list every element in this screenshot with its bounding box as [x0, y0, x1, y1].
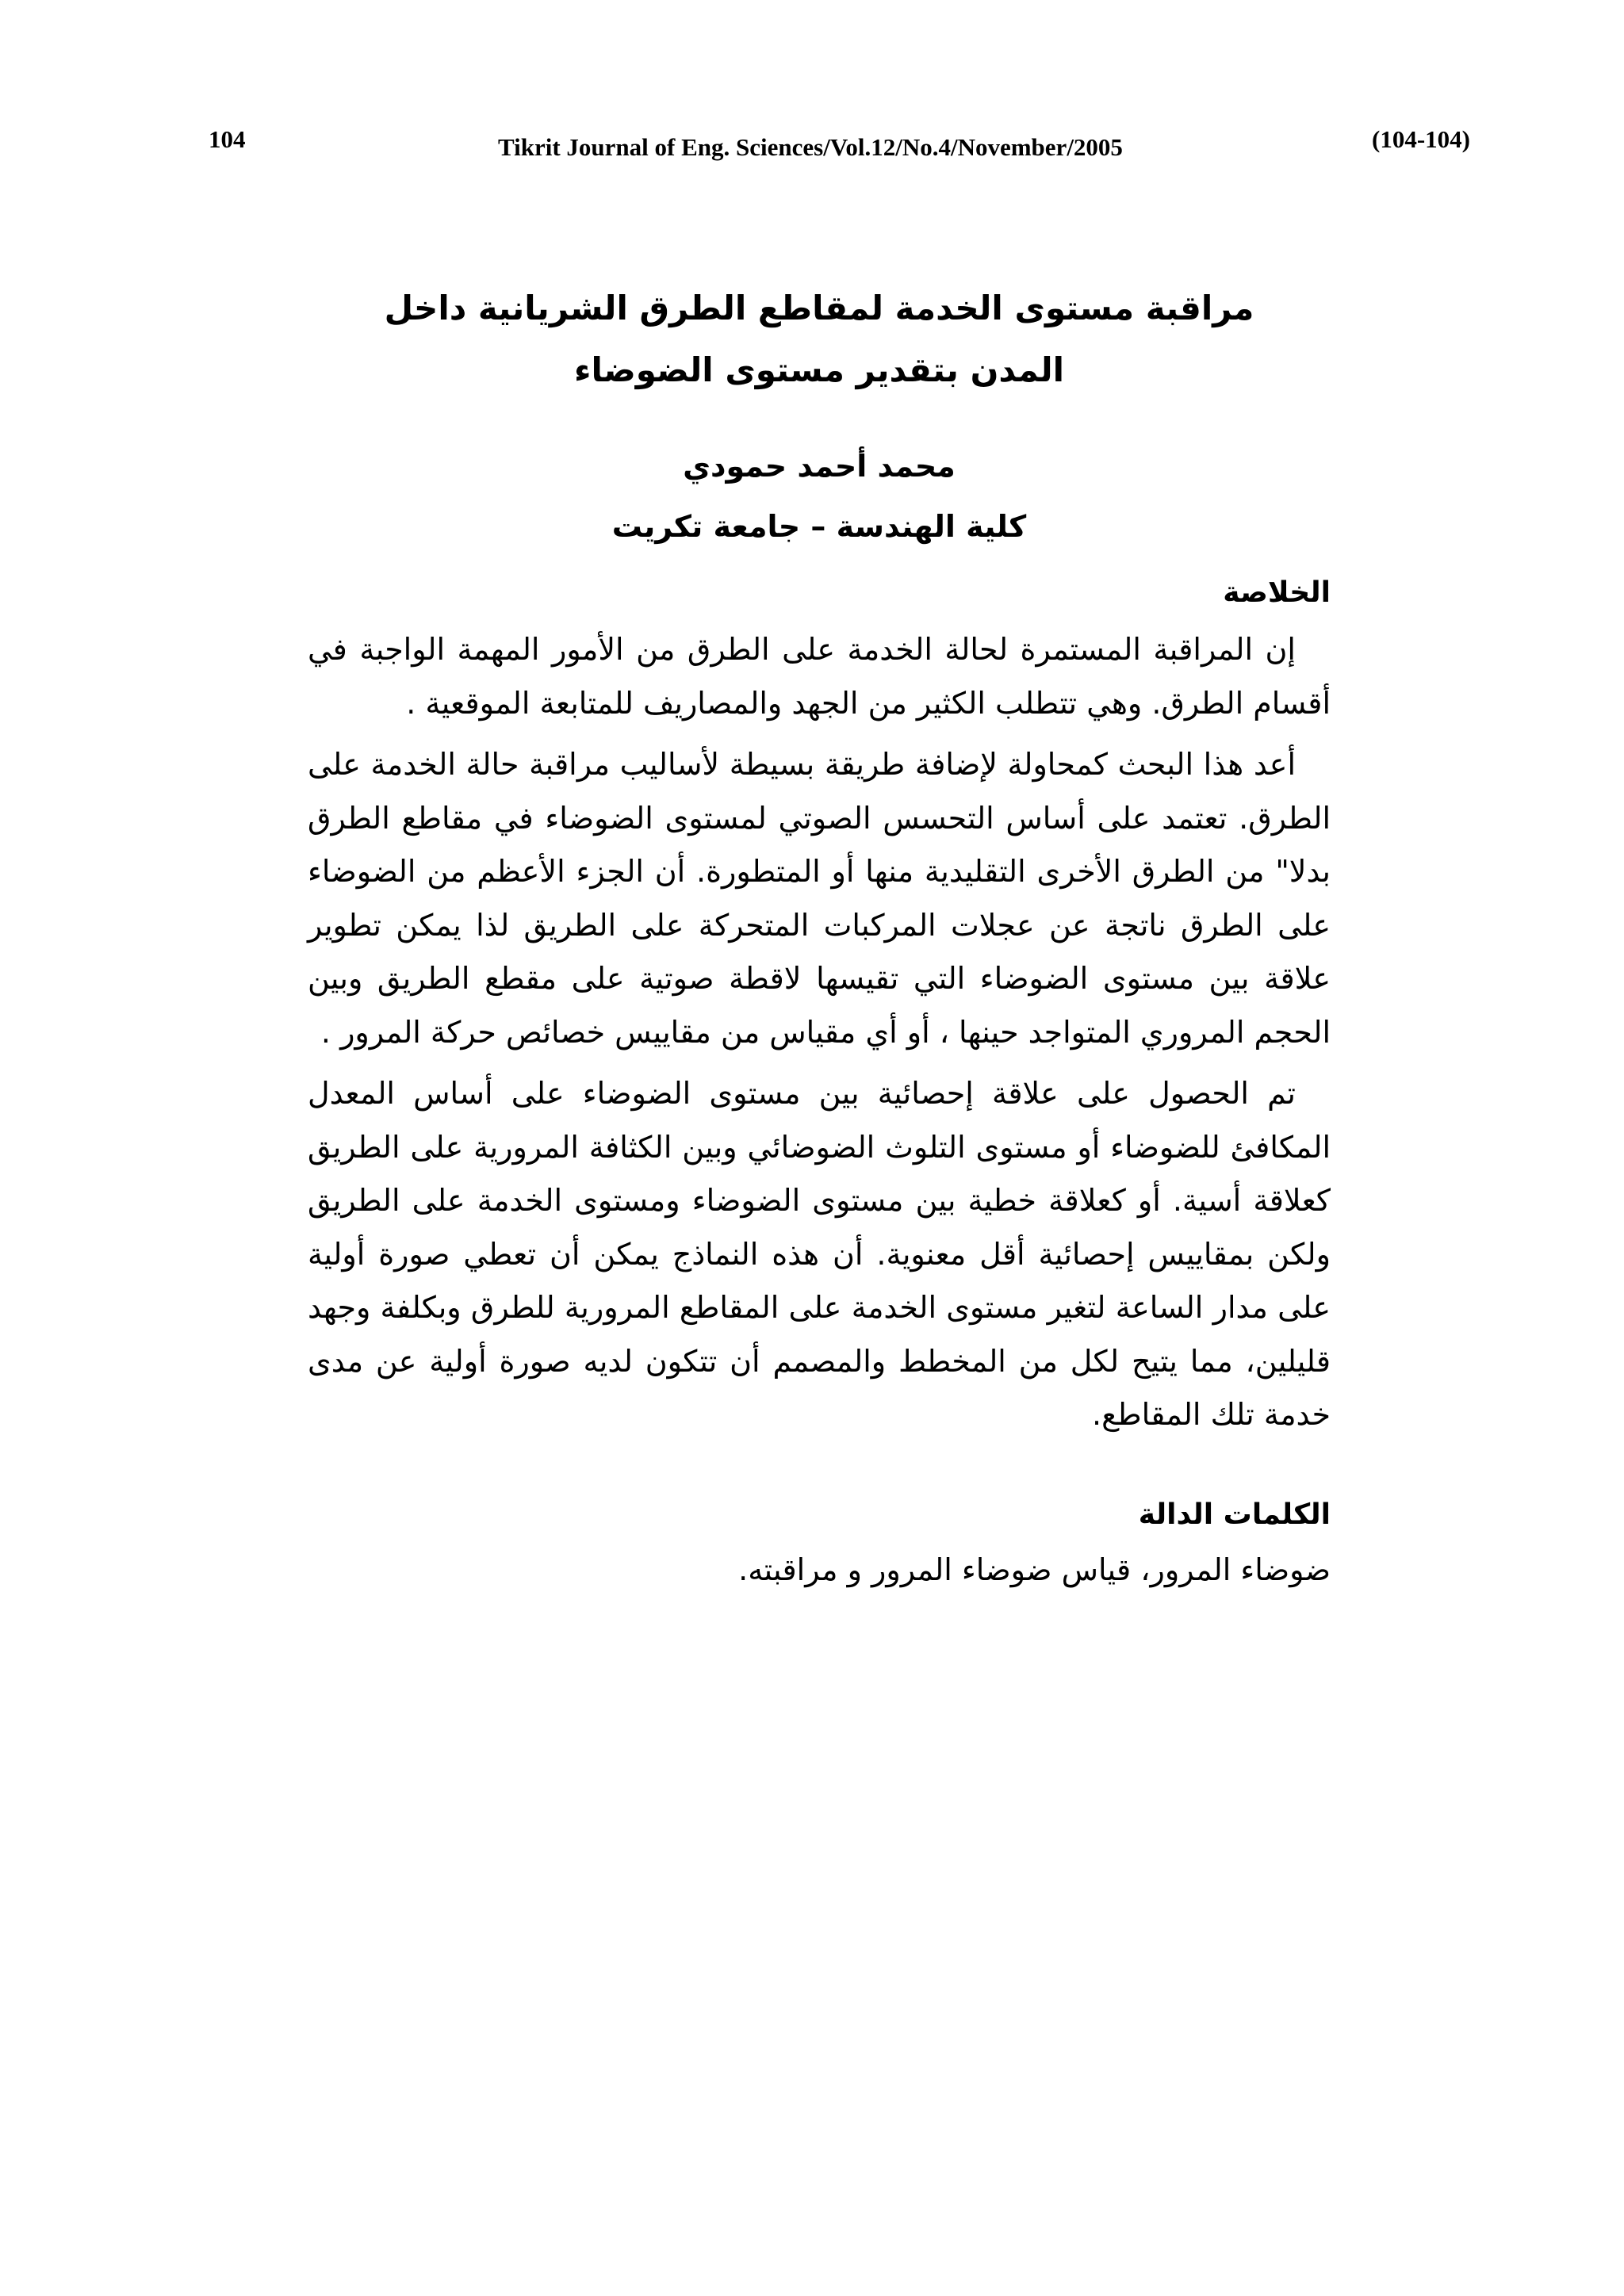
abstract-paragraph-2: أعد هذا البحث كمحاولة لإضافة طريقة بسيطة لأساليب مراقبة حالة الخدمة على الطرق. تعتمد على أساس التحسس الصوتي لمستوى الضوضاء في مقاطع الطرق بدلا" من الطرق الأخرى التقليدية منها أو المتطورة. أن الجزء الأعظم من الضوضاء على الطرق ناتجة عن عجلات المركبات المتحركة على الطريق لذا يمكن تطوير علاقة بين مستوى الضوضاء التي تقيسها لاقطة صوتية على مقطع الطريق وبين الحجم المروري المتواجد حينها ، أو أي مقياس من مقاييس خصائص حركة المرور .: [308, 747, 1331, 1050]
author-name: محمد أحمد حمودي: [683, 449, 956, 484]
page-range: (104-104): [1372, 125, 1470, 153]
title-line-2: المدن بتقدير مستوى الضوضاء: [573, 350, 1065, 389]
journal-citation: Tikrit Journal of Eng. Sciences/Vol.12/No.4/November/2005: [498, 133, 1123, 161]
abstract-paragraph-1: إن المراقبة المستمرة لحالة الخدمة على الطرق من الأمور المهمة الواجبة في أقسام الطرق. وهي تتطلب الكثير من الجهد والمصاريف للمتابعة الموقعية .: [308, 632, 1331, 721]
article-title: [308, 277, 1331, 401]
page-header: [0, 119, 1624, 166]
title-line-1: مراقبة مستوى الخدمة لمقاطع الطرق الشريانية داخل: [384, 289, 1254, 327]
article-body: [308, 277, 1331, 1596]
keywords-heading: الكلمات الدالة: [1138, 1498, 1331, 1531]
keywords-text: ضوضاء المرور، قياس ضوضاء المرور و مراقبته.: [738, 1552, 1331, 1587]
author-affiliation: كلية الهندسة – جامعة تكريت: [611, 509, 1027, 544]
abstract-heading: الخلاصة: [1223, 576, 1331, 609]
abstract-paragraph-3: تم الحصول على علاقة إحصائية بين مستوى الضوضاء على أساس المعدل المكافئ للضوضاء أو مستوى التلوث الضوضائي وبين الكثافة المرورية على الطريق كعلاقة أسية. أو كعلاقة خطية بين مستوى الضوضاء ومستوى الخدمة على الطريق ولكن بمقاييس إحصائية أقل معنوية. أن هذه النماذج يمكن أن تعطي صورة أولية على مدار الساعة لتغير مستوى الخدمة على المقاطع المرورية للطرق وبكلفة وجهد قليلين، مما يتيح لكل من المخطط والمصمم أن تتكون لديه صورة أولية عن مدى خدمة تلك المقاطع.: [308, 1076, 1331, 1432]
page-number: 104: [209, 125, 246, 153]
